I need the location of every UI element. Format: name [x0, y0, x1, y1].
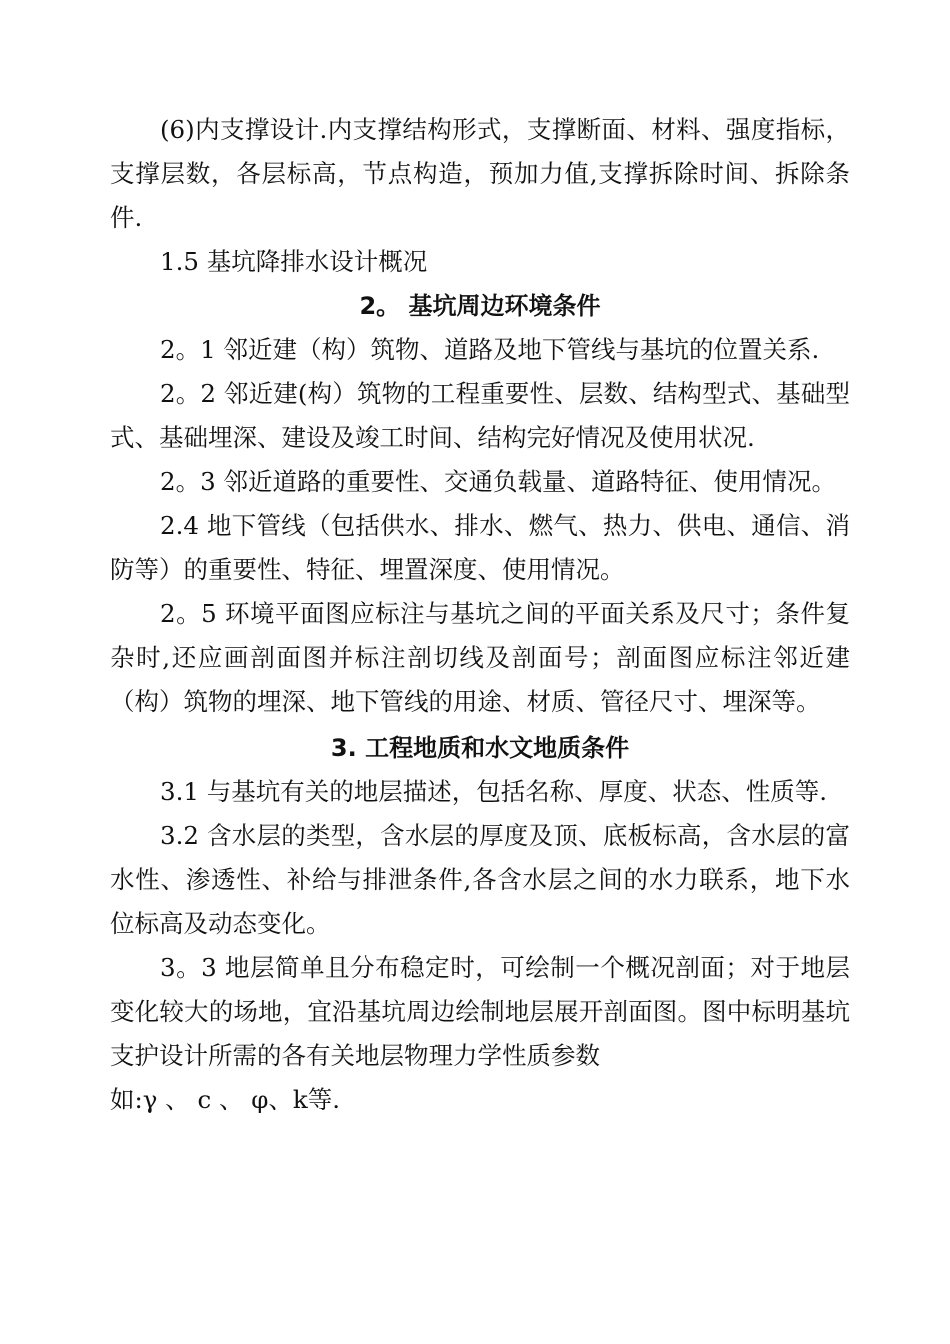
paragraph-1-5: 1.5 基坑降排水设计概况 [160, 247, 428, 276]
paragraph-2-1: 2。1 邻近建（构）筑物、道路及地下管线与基坑的位置关系. [160, 335, 820, 364]
paragraph-3-3-text: 3。3 地层简单且分布稳定时，可绘制一个概况剖面；对于地层变化较大的场地，宜沿基坑周边绘制地层展开剖面图。图中标明基坑支护设计所需的各有关地层物理力学性质参数 [110, 953, 850, 1070]
paragraph-2-4: 2.4 地下管线（包括供水、排水、燃气、热力、供电、通信、消防等）的重要性、特征、埋置深度、使用情况。 [110, 511, 850, 584]
section-heading-3: 3. 工程地质和水文地质条件 [330, 734, 630, 762]
section-heading-2: 2。 基坑周边环境条件 [359, 292, 601, 320]
paragraph-3-3 [110, 946, 850, 1122]
paragraph-2-2: 2。2 邻近建(构）筑物的工程重要性、层数、结构型式、基础型式、基础埋深、建设及竣工时间、结构完好情况及使用状况. [110, 379, 850, 452]
paragraph-2-3: 2。3 邻近道路的重要性、交通负载量、道路特征、使用情况。 [160, 467, 836, 496]
paragraph-inner-support-design: (6)内支撑设计.内支撑结构形式，支撑断面、材料、强度指标，支撑层数，各层标高，节点构造，预加力值,支撑拆除时间、拆除条件. [110, 115, 850, 232]
paragraph-3-2: 3.2 含水层的类型，含水层的厚度及顶、底板标高，含水层的富水性、渗透性、补给与排泄条件,各含水层之间的水力联系，地下水位标高及动态变化。 [110, 821, 850, 938]
paragraph-3-1: 3.1 与基坑有关的地层描述，包括名称、厚度、状态、性质等. [160, 777, 828, 806]
paragraph-3-3-params: 如:γ 、 c 、 φ、k等. [110, 1085, 341, 1114]
paragraph-2-5: 2。5 环境平面图应标注与基坑之间的平面关系及尺寸；条件复杂时,还应画剖面图并标注剖切线及剖面号；剖面图应标注邻近建（构）筑物的埋深、地下管线的用途、材质、管径尺寸、埋深等。 [110, 599, 850, 716]
document-body [110, 108, 850, 1122]
